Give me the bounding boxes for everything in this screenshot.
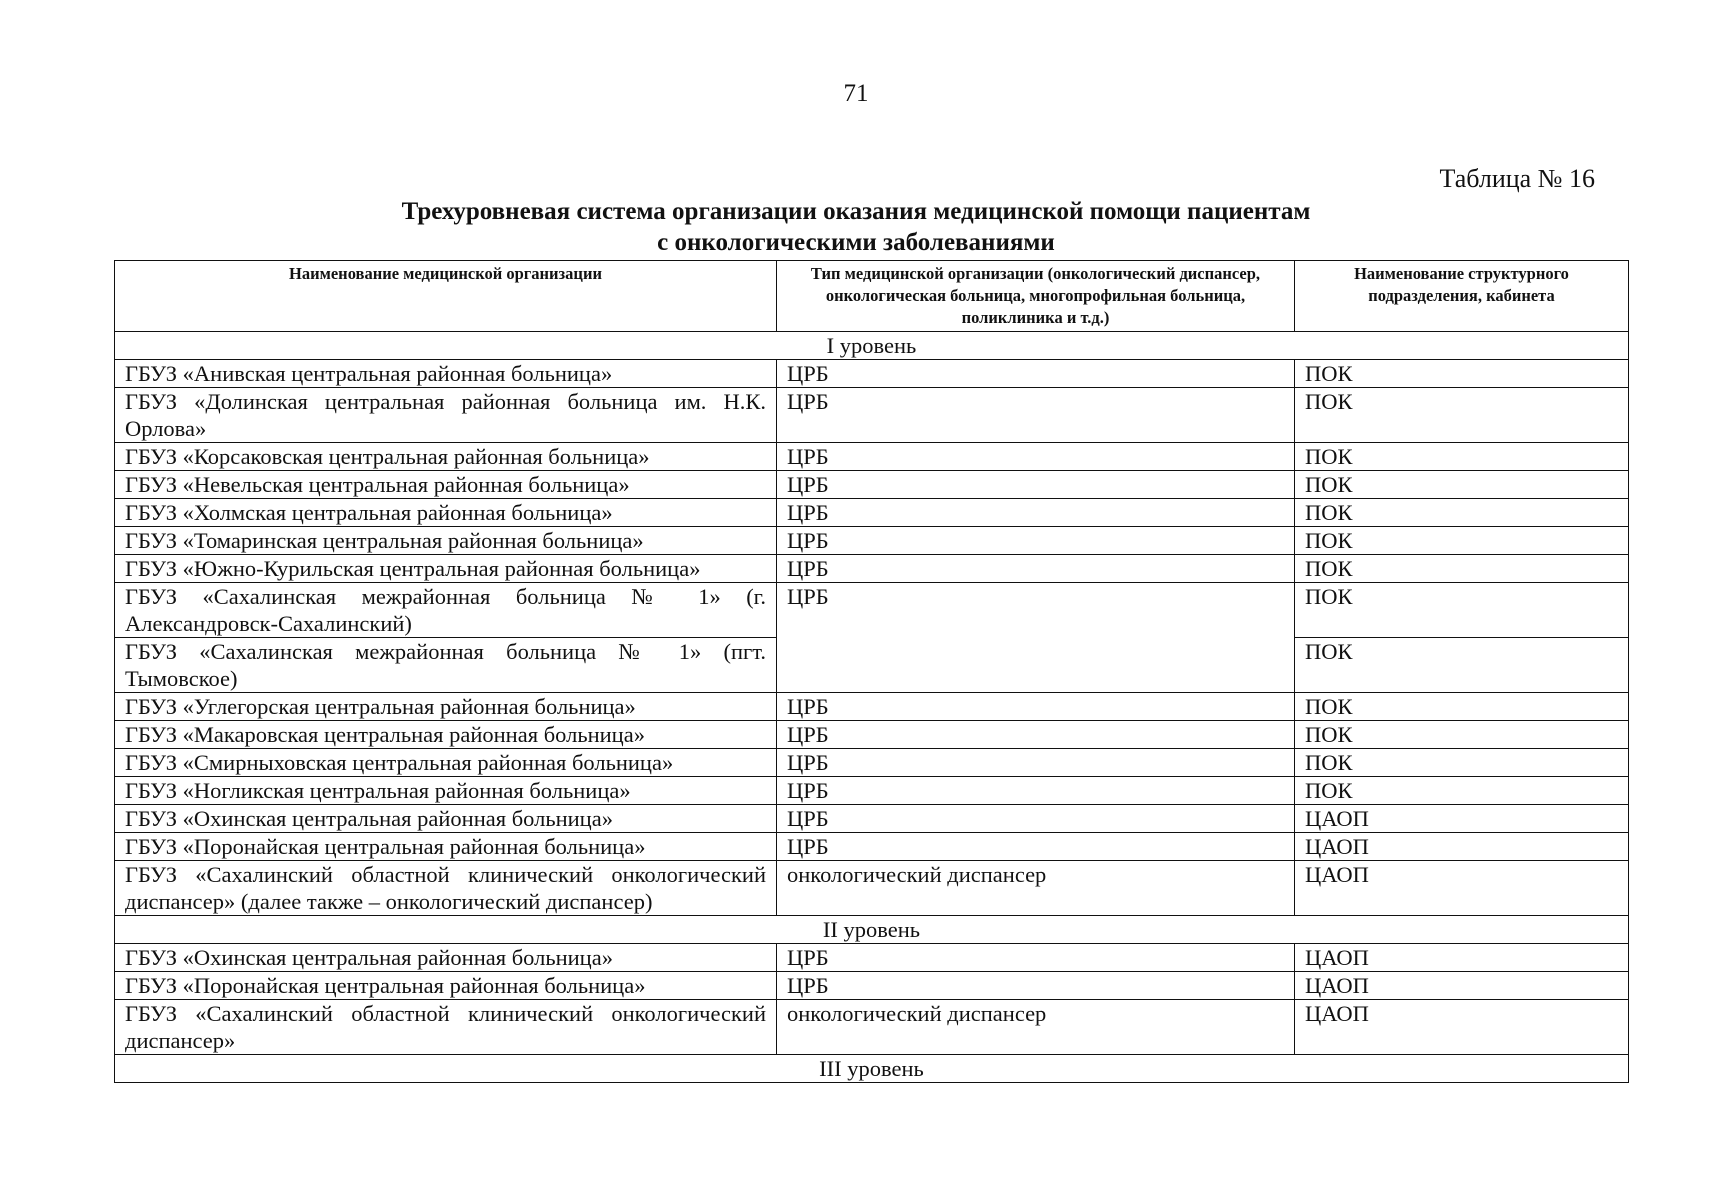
title-line-2: с онкологическими заболеваниями — [657, 229, 1055, 256]
structural-unit: ЦАОП — [1295, 861, 1629, 916]
organization-type: онкологический диспансер — [777, 1000, 1295, 1055]
organization-type: ЦРБ — [777, 833, 1295, 861]
structural-unit: ПОК — [1295, 527, 1629, 555]
organization-type: онкологический диспансер — [777, 861, 1295, 916]
level-3-label: III уровень — [115, 1055, 1629, 1083]
organization-name: ГБУЗ «Долинская центральная районная больница им. Н.К. Орлова» — [115, 388, 777, 443]
table-row — [115, 833, 1629, 861]
organization-type: ЦРБ — [777, 360, 1295, 388]
table-row — [115, 721, 1629, 749]
table-row — [115, 499, 1629, 527]
organization-name: ГБУЗ «Невельская центральная районная больница» — [115, 471, 777, 499]
table-header-row — [115, 261, 1629, 332]
table-label: Таблица № 16 — [1439, 164, 1595, 193]
organization-name: ГБУЗ «Холмская центральная районная больница» — [115, 499, 777, 527]
organization-name: ГБУЗ «Смирныховская центральная районная больница» — [115, 749, 777, 777]
organization-name: ГБУЗ «Сахалинская межрайонная больница № 1» (г. Александровск-Сахалинский) — [115, 583, 777, 638]
organization-type: ЦРБ — [777, 583, 1295, 693]
organization-name: ГБУЗ «Сахалинская межрайонная больница № 1» (пгт. Тымовское) — [115, 638, 777, 693]
title-line-1: Трехуровневая система организации оказания медицинской помощи пациентам — [401, 198, 1311, 225]
organization-name: ГБУЗ «Охинская центральная районная больница» — [115, 944, 777, 972]
structural-unit: ПОК — [1295, 638, 1629, 693]
table-row — [115, 443, 1629, 471]
table-row — [115, 944, 1629, 972]
organization-type: ЦРБ — [777, 499, 1295, 527]
organization-type: ЦРБ — [777, 471, 1295, 499]
organization-type: ЦРБ — [777, 388, 1295, 443]
organization-type: ЦРБ — [777, 693, 1295, 721]
table-row — [115, 1000, 1629, 1055]
organization-name: ГБУЗ «Охинская центральная районная больница» — [115, 805, 777, 833]
structural-unit: ЦАОП — [1295, 833, 1629, 861]
structural-unit: ПОК — [1295, 388, 1629, 443]
level-3-row — [115, 1055, 1629, 1083]
table-row — [115, 805, 1629, 833]
level-2-label: II уровень — [115, 916, 1629, 944]
header-structural-unit: Наименование структурного подразделения, кабинета — [1295, 261, 1629, 332]
organization-name: ГБУЗ «Южно-Курильская центральная районная больница» — [115, 555, 777, 583]
table-row — [115, 777, 1629, 805]
structural-unit: ПОК — [1295, 693, 1629, 721]
organization-type: ЦРБ — [777, 527, 1295, 555]
table-row — [115, 471, 1629, 499]
organization-type: ЦРБ — [777, 805, 1295, 833]
page-number: 71 — [843, 80, 869, 107]
organization-type: ЦРБ — [777, 972, 1295, 1000]
structural-unit: ПОК — [1295, 777, 1629, 805]
organization-type: ЦРБ — [777, 777, 1295, 805]
table-row — [115, 527, 1629, 555]
organization-name: ГБУЗ «Корсаковская центральная районная больница» — [115, 443, 777, 471]
organization-type: ЦРБ — [777, 443, 1295, 471]
structural-unit: ЦАОП — [1295, 1000, 1629, 1055]
structural-unit: ПОК — [1295, 471, 1629, 499]
table-row — [115, 583, 1629, 638]
organization-name: ГБУЗ «Поронайская центральная районная больница» — [115, 833, 777, 861]
table-row — [115, 360, 1629, 388]
structural-unit: ЦАОП — [1295, 805, 1629, 833]
structural-unit: ПОК — [1295, 749, 1629, 777]
organization-name: ГБУЗ «Углегорская центральная районная больница» — [115, 693, 777, 721]
organization-type: ЦРБ — [777, 555, 1295, 583]
structural-unit: ПОК — [1295, 583, 1629, 638]
table-row — [115, 555, 1629, 583]
table-row — [115, 972, 1629, 1000]
level-1-label: I уровень — [115, 332, 1629, 360]
level-2-row — [115, 916, 1629, 944]
structural-unit: ПОК — [1295, 360, 1629, 388]
organization-name: ГБУЗ «Ногликская центральная районная больница» — [115, 777, 777, 805]
organization-name: ГБУЗ «Макаровская центральная районная больница» — [115, 721, 777, 749]
header-organization-type: Тип медицинской организации (онкологический диспансер, онкологическая больница, многопрофильная больница, поликлиника и т.д.) — [777, 261, 1295, 332]
structural-unit: ПОК — [1295, 721, 1629, 749]
organization-name: ГБУЗ «Томаринская центральная районная больница» — [115, 527, 777, 555]
header-organization-name: Наименование медицинской организации — [115, 261, 777, 332]
organization-name: ГБУЗ «Сахалинский областной клинический онкологический диспансер» — [115, 1000, 777, 1055]
structural-unit: ПОК — [1295, 555, 1629, 583]
table-row — [115, 388, 1629, 443]
structural-unit: ПОК — [1295, 499, 1629, 527]
table-row — [115, 749, 1629, 777]
organization-name: ГБУЗ «Анивская центральная районная больница» — [115, 360, 777, 388]
table-row — [115, 861, 1629, 916]
level-1-row — [115, 332, 1629, 360]
organization-name: ГБУЗ «Сахалинский областной клинический онкологический диспансер» (далее также – онкологический диспансер) — [115, 861, 777, 916]
organization-name: ГБУЗ «Поронайская центральная районная больница» — [115, 972, 777, 1000]
organization-type: ЦРБ — [777, 944, 1295, 972]
table-row — [115, 693, 1629, 721]
document-title — [0, 196, 1712, 258]
organization-type: ЦРБ — [777, 749, 1295, 777]
organizations-table — [114, 260, 1629, 1083]
structural-unit: ПОК — [1295, 443, 1629, 471]
structural-unit: ЦАОП — [1295, 944, 1629, 972]
organization-type: ЦРБ — [777, 721, 1295, 749]
structural-unit: ЦАОП — [1295, 972, 1629, 1000]
